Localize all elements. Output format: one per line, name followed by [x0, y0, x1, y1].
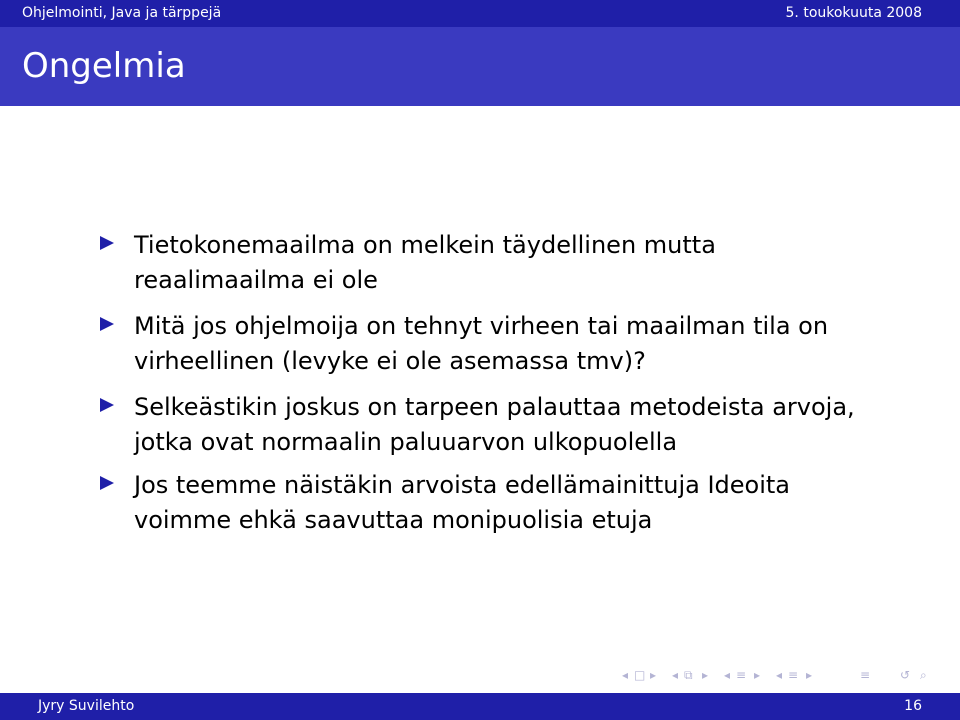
navigation-symbols — [620, 668, 950, 688]
bullet-triangle-icon — [100, 236, 114, 250]
nav-left-arrow-icon[interactable]: ◂ — [672, 668, 679, 682]
nav-back-icon[interactable]: ⌕ — [920, 668, 927, 682]
nav-align-icon[interactable]: ≡ — [860, 668, 871, 682]
bullet-text: Jos teemme näistäkin arvoista edellämainittuja Ideoita voimme ehkä saavuttaa monipuolisia etuja — [134, 471, 791, 534]
nav-right-arrow-icon[interactable]: ▸ — [806, 668, 813, 682]
author-name: Jyry Suvilehto — [38, 698, 135, 714]
frame-title-bar — [0, 27, 960, 106]
nav-search-icon[interactable]: ↺ — [900, 668, 911, 682]
bullet-text: Mitä jos ohjelmoija on tehnyt virheen tai maailman tila on virheellinen (levyke ei ole asemassa tmv)? — [134, 312, 829, 375]
nav-slides-icon[interactable]: ≡ — [788, 668, 799, 682]
bullet-text: Selkeästikin joskus on tarpeen palauttaa metodeista arvoja, jotka ovat normaalin paluuarvon ulkopuolella — [134, 393, 855, 456]
nav-subsection-icon[interactable]: ⧉ — [684, 668, 693, 682]
nav-right-arrow-icon[interactable]: ▸ — [650, 668, 657, 682]
bullet-text: Tietokonemaailma on melkein täydellinen mutta reaalimaailma ei ole — [134, 231, 716, 294]
nav-left-arrow-icon[interactable]: ◂ — [776, 668, 783, 682]
nav-frame-icon[interactable]: □ — [634, 668, 646, 682]
nav-left-arrow-icon[interactable]: ◂ — [622, 668, 629, 682]
frame-title: Ongelmia — [22, 46, 186, 86]
page-number: 16 — [904, 698, 922, 714]
nav-right-arrow-icon[interactable]: ▸ — [702, 668, 709, 682]
nav-left-arrow-icon[interactable]: ◂ — [724, 668, 731, 682]
bullet-triangle-icon — [100, 398, 114, 412]
bullet-triangle-icon — [100, 476, 114, 490]
nav-right-arrow-icon[interactable]: ▸ — [754, 668, 761, 682]
presentation-title: Ohjelmointi, Java ja tärppejä — [22, 5, 222, 21]
bullet-triangle-icon — [100, 317, 114, 331]
headline-bar — [0, 0, 960, 27]
nav-section-icon[interactable]: ≡ — [736, 668, 747, 682]
footline-bar — [0, 693, 960, 720]
presentation-date: 5. toukokuuta 2008 — [785, 5, 922, 21]
